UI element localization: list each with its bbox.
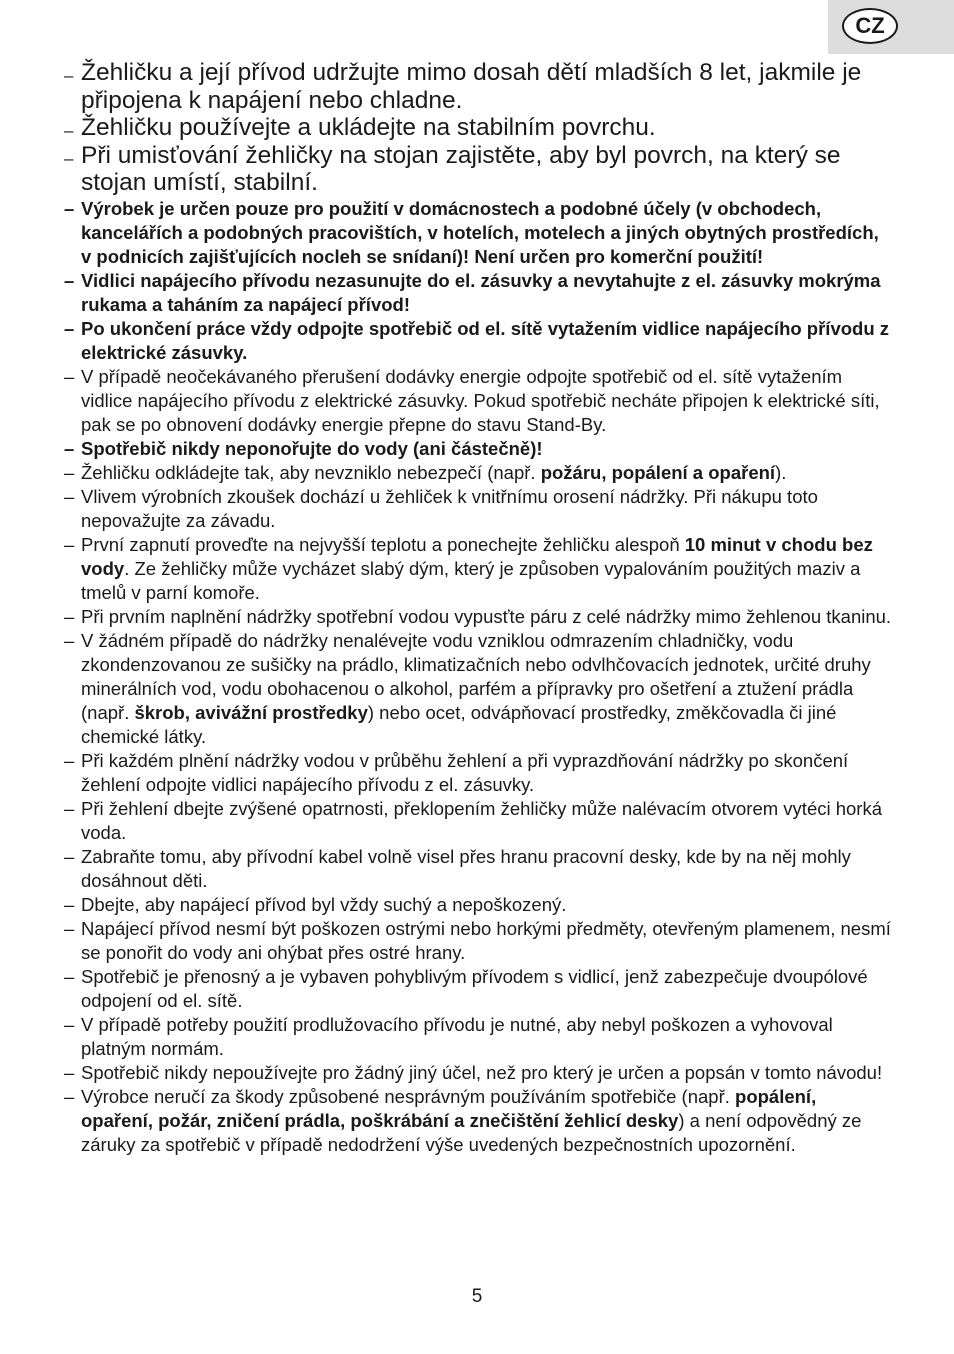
bullet-dash: – xyxy=(64,533,75,555)
item-text: Spotřebič nikdy neponořujte do vody (ani částečně)! xyxy=(81,437,543,459)
safety-item xyxy=(64,485,892,533)
safety-item xyxy=(64,893,892,917)
bullet-dash: – xyxy=(64,461,75,483)
bullet-dash: – xyxy=(64,605,75,627)
language-tab xyxy=(828,0,954,54)
language-badge: CZ xyxy=(842,8,898,44)
bullet-dash: – xyxy=(64,121,74,140)
item-text: Žehličku používejte a ukládejte na stabilním povrchu. xyxy=(81,114,656,141)
item-text: ) nebo ocet, odvápňovací prostředky, změkčovadla či jiné chemické látky. xyxy=(81,701,837,747)
bullet-dash: – xyxy=(64,749,75,771)
safety-item xyxy=(64,605,892,629)
item-text: Napájecí přívod nesmí být poškozen ostrými nebo horkými předměty, otevřeným plamenem, nesmí se ponořit do vody ani ohýbat přes ostré hrany. xyxy=(81,917,891,963)
bullet-dash: – xyxy=(64,365,75,387)
bullet-dash: – xyxy=(64,197,75,219)
bullet-dash: – xyxy=(64,629,75,651)
item-text: V případě neočekávaného přerušení dodávky energie odpojte spotřebič od el. sítě vytažením vidlice napájecího přívodu z elektrické zásuvky. Pokud spotřebič necháte připojen k elektrické síti, pak se po obnovení dodávky energie přepne do stavu Stand-By. xyxy=(81,365,880,435)
item-text: Výrobce neručí za škody způsobené nesprávným používáním spotřebiče (např. xyxy=(81,1085,736,1107)
bullet-dash: – xyxy=(64,917,75,939)
safety-item xyxy=(64,461,892,485)
safety-instructions-list xyxy=(64,59,892,1157)
emphasized-text: škrob, avivážní prostředky xyxy=(134,701,368,723)
safety-item xyxy=(64,197,892,269)
item-text: Vidlici napájecího přívodu nezasunujte do el. zásuvky a nevytahujte z el. zásuvky mokrýma rukama a taháním za napájecí přívod! xyxy=(81,269,881,315)
bullet-dash: – xyxy=(64,148,74,168)
item-text: ) a není odpovědný ze záruky za spotřebič v případě nedodržení výše uvedených bezpečnostních upozornění. xyxy=(81,1109,862,1155)
safety-item xyxy=(64,845,892,893)
item-text: První zapnutí proveďte na nejvyšší teplotu a ponechejte žehličku alespoň xyxy=(81,533,685,555)
item-text: Vlivem výrobních zkoušek dochází u žehliček k vnitřnímu orosení nádržky. Při nákupu toto nepovažujte za závadu. xyxy=(81,485,818,531)
page-number: 5 xyxy=(471,1286,483,1307)
safety-item xyxy=(64,629,892,749)
item-text: Výrobek je určen pouze pro použití v domácnostech a podobné účely (v obchodech, kancelářích a podobných pracovištích, v hotelích, motelech a jiných obytných prostředích, v podnicích zajišťujících nocleh se snídaní)! Není určen pro komerční použití! xyxy=(81,197,879,267)
item-text: V žádném případě do nádržky nenalévejte vodu vzniklou odmrazením chladničky, vodu zkondenzovanou ze sušičky na prádlo, klimatizačních nebo odvlhčovacích jednotek, určité druhy minerálních vod, vodu obohacenou o alkohol, parfém a přípravky pro ošetření a ztužení prádla (např. xyxy=(81,629,871,723)
safety-item xyxy=(64,365,892,437)
safety-item xyxy=(64,59,892,114)
bullet-dash: – xyxy=(64,1013,75,1035)
bullet-dash: – xyxy=(64,269,75,291)
safety-item xyxy=(64,437,892,461)
safety-item xyxy=(64,965,892,1013)
bullet-dash: – xyxy=(64,1061,75,1083)
bullet-dash: – xyxy=(64,66,74,85)
item-text: ). xyxy=(775,461,787,483)
safety-item xyxy=(64,142,892,197)
emphasized-text: 10 minut v chodu bez vody xyxy=(81,533,873,579)
emphasized-text: popálení, opaření, požár, zničení prádla, poškrábání a znečištění žehlicí desky xyxy=(81,1085,817,1131)
safety-item xyxy=(64,317,892,365)
item-text: Spotřebič je přenosný a je vybaven pohyblivým přívodem s vidlicí, jenž zabezpečuje dvoupólové odpojení od el. sítě. xyxy=(81,965,868,1011)
safety-item xyxy=(64,1061,892,1085)
item-text: Při umisťování žehličky na stojan zajistěte, aby byl povrch, na který se stojan umístí, stabilní. xyxy=(81,141,841,196)
bullet-dash: – xyxy=(64,317,75,339)
item-text: Žehličku odkládejte tak, aby nevzniklo nebezpečí (např. xyxy=(81,461,541,483)
bullet-dash: – xyxy=(64,437,75,459)
bullet-dash: – xyxy=(64,485,75,507)
bullet-dash: – xyxy=(64,797,75,819)
safety-item xyxy=(64,797,892,845)
emphasized-text: požáru, popálení a opaření xyxy=(540,461,776,483)
safety-item xyxy=(64,114,892,142)
safety-item xyxy=(64,1013,892,1061)
item-text: Při každém plnění nádržky vodou v průběhu žehlení a při vyprazdňování nádržky po skončení žehlení odpojte vidlici napájecího přívodu z el. zásuvky. xyxy=(81,749,849,795)
safety-item xyxy=(64,533,892,605)
safety-item xyxy=(64,749,892,797)
bullet-dash: – xyxy=(64,845,75,867)
item-text: Dbejte, aby napájecí přívod byl vždy suchý a nepoškozený. xyxy=(81,893,567,915)
safety-item xyxy=(64,269,892,317)
item-text: Zabraňte tomu, aby přívodní kabel volně visel přes hranu pracovní desky, kde by na něj mohly dosáhnout děti. xyxy=(81,845,851,891)
item-text: Spotřebič nikdy nepoužívejte pro žádný jiný účel, než pro který je určen a popsán v tomto návodu! xyxy=(81,1061,883,1083)
item-text: Po ukončení práce vždy odpojte spotřebič od el. sítě vytažením vidlice napájecího přívodu z elektrické zásuvky. xyxy=(81,317,890,363)
safety-item xyxy=(64,1085,892,1157)
item-text: Při žehlení dbejte zvýšené opatrnosti, překlopením žehličky může nalévacím otvorem vytéci horká voda. xyxy=(81,797,883,843)
item-text: Při prvním naplnění nádržky spotřební vodou vypusťte páru z celé nádržky mimo žehlenou tkaninu. xyxy=(81,605,892,627)
item-text: . Ze žehličky může vycházet slabý dým, který je způsoben vypalováním použitých maziv a tmelů v parní komoře. xyxy=(81,557,861,603)
bullet-dash: – xyxy=(64,1085,75,1107)
item-text: Žehličku a její přívod udržujte mimo dosah dětí mladších 8 let, jakmile je připojena k napájení nebo chladne. xyxy=(81,59,862,114)
safety-item xyxy=(64,917,892,965)
bullet-dash: – xyxy=(64,965,75,987)
bullet-dash: – xyxy=(64,893,75,915)
item-text: V případě potřeby použití prodlužovacího přívodu je nutné, aby nebyl poškozen a vyhovoval platným normám. xyxy=(81,1013,833,1059)
